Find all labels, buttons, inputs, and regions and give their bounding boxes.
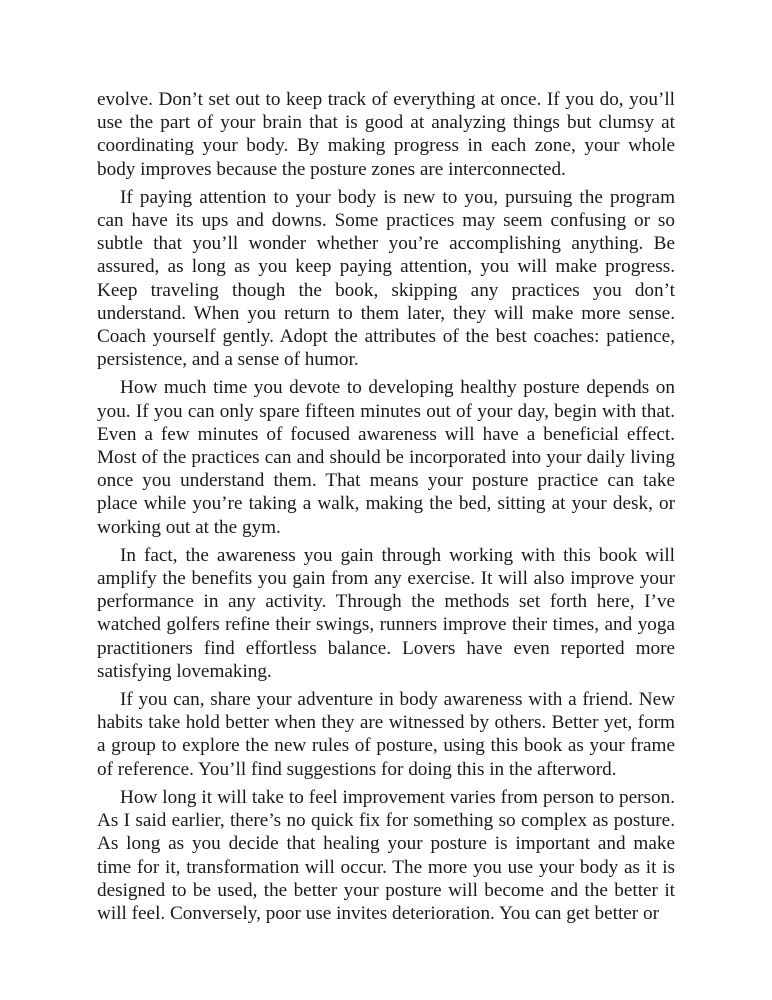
paragraph-how-long: How long it will take to feel improvement varies from person to person. As I said earlier, there’s no quick fix for something so complex as posture. As long as you decide that healing your posture is important and make time for it, transformation will occur. The more you use your body as it is designed to be used, the better your posture will become and the better it will feel. Conversely, poor use invites deterioration. You can get better or (97, 786, 675, 924)
paragraph-paying-attention: If paying attention to your body is new to you, pursuing the program can have its ups and downs. Some practices may seem confusing or so subtle that you’ll wonder whether you’re accomplishing anything. Be assured, as long as you keep paying attention, you will make progress. Keep traveling though the book, skipping any practices you don’t understand. When you return to them later, they will make more sense. Coach yourself gently. Adopt the attributes of the best coaches: patience, persistence, and a sense of humor. (97, 186, 675, 371)
book-page-body (97, 88, 675, 930)
paragraph-share-adventure: If you can, share your adventure in body awareness with a friend. New habits take hold better when they are witnessed by others. Better yet, form a group to explore the new rules of posture, using this book as your frame of reference. You’ll find suggestions for doing this in the afterword. (97, 689, 675, 780)
paragraph-time-devoted: How much time you devote to developing healthy posture depends on you. If you can only spare fifteen minutes out of your day, begin with that. Even a few minutes of focused awareness will have a beneficial effect. Most of the practices can and should be incorporated into your daily living once you understand them. That means your posture practice can take place while you’re taking a walk, making the bed, sitting at your desk, or working out at the gym. (97, 377, 675, 538)
paragraph-awareness-benefits: In fact, the awareness you gain through working with this book will amplify the benefits you gain from any exercise. It will also improve your performance in any activity. Through the methods set forth here, I’ve watched golfers refine their swings, runners improve their times, and yoga practitioners find effortless balance. Lovers have even reported more satisfying lovemaking. (97, 544, 675, 682)
paragraph-continuation: evolve. Don’t set out to keep track of everything at once. If you do, you’ll use the part of your brain that is good at analyzing things but clumsy at coordinating your body. By making progress in each zone, your whole body improves because the posture zones are interconnected. (97, 89, 675, 180)
